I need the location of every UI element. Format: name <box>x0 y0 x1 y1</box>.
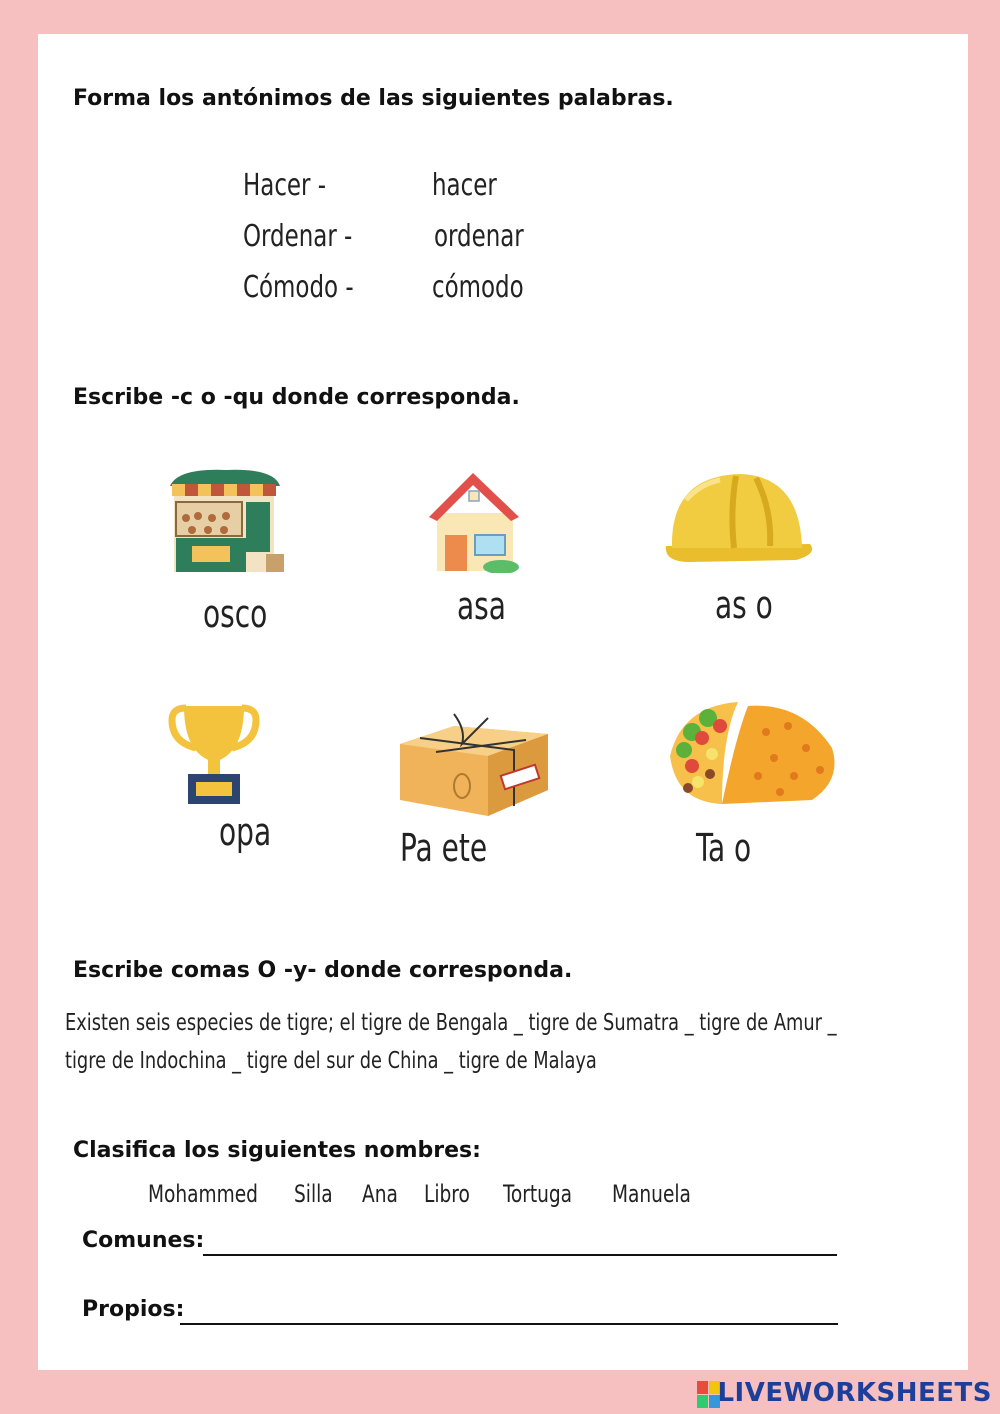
trophy-word[interactable]: opa <box>219 810 272 854</box>
hard-hat-word[interactable]: as o <box>715 583 773 627</box>
hard-hat-icon <box>660 470 816 564</box>
name-manuela: Manuela <box>612 1180 691 1208</box>
antonym-answer-3[interactable]: cómodo <box>432 270 524 305</box>
antonym-word-1: Hacer - <box>243 168 327 203</box>
commas-heading: Escribe comas O -y- donde corresponda. <box>73 958 573 983</box>
kiosk-icon <box>168 468 286 574</box>
liveworksheets-brand[interactable]: LIVEWORKSHEETS <box>717 1378 992 1408</box>
taco-icon <box>662 696 840 808</box>
comunes-label: Comunes: <box>82 1228 205 1253</box>
tiger-sentence-line-2[interactable]: tigre de Indochina _ tigre del sur de China _ tigre de Malaya <box>65 1048 597 1074</box>
antonyms-heading: Forma los antónimos de las siguientes palabras. <box>73 86 674 111</box>
name-ana: Ana <box>362 1180 398 1208</box>
antonym-word-3: Cómodo - <box>243 270 354 305</box>
antonym-answer-2[interactable]: ordenar <box>434 219 524 254</box>
name-tortuga: Tortuga <box>503 1180 573 1208</box>
antonym-word-2: Ordenar - <box>243 219 353 254</box>
comunes-answer-line[interactable] <box>203 1254 837 1256</box>
classify-heading: Clasifica los siguientes nombres: <box>73 1138 481 1163</box>
name-libro: Libro <box>424 1180 470 1208</box>
antonym-answer-1[interactable]: hacer <box>432 168 497 203</box>
kiosk-word[interactable]: osco <box>203 592 268 636</box>
propios-label: Propios: <box>82 1297 185 1322</box>
taco-word[interactable]: Ta o <box>696 826 752 870</box>
propios-answer-line[interactable] <box>180 1323 838 1325</box>
c-qu-heading: Escribe -c o -qu donde corresponda. <box>73 385 520 410</box>
tiger-sentence-line-1[interactable]: Existen seis especies de tigre; el tigre de Bengala _ tigre de Sumatra _ tigre de Amur _ <box>65 1010 837 1036</box>
trophy-icon <box>168 702 260 806</box>
house-icon <box>425 469 523 573</box>
name-silla: Silla <box>294 1180 333 1208</box>
house-word[interactable]: asa <box>457 584 506 628</box>
package-word[interactable]: Pa ete <box>400 826 488 870</box>
name-mohammed: Mohammed <box>148 1180 258 1208</box>
package-icon <box>396 710 550 818</box>
